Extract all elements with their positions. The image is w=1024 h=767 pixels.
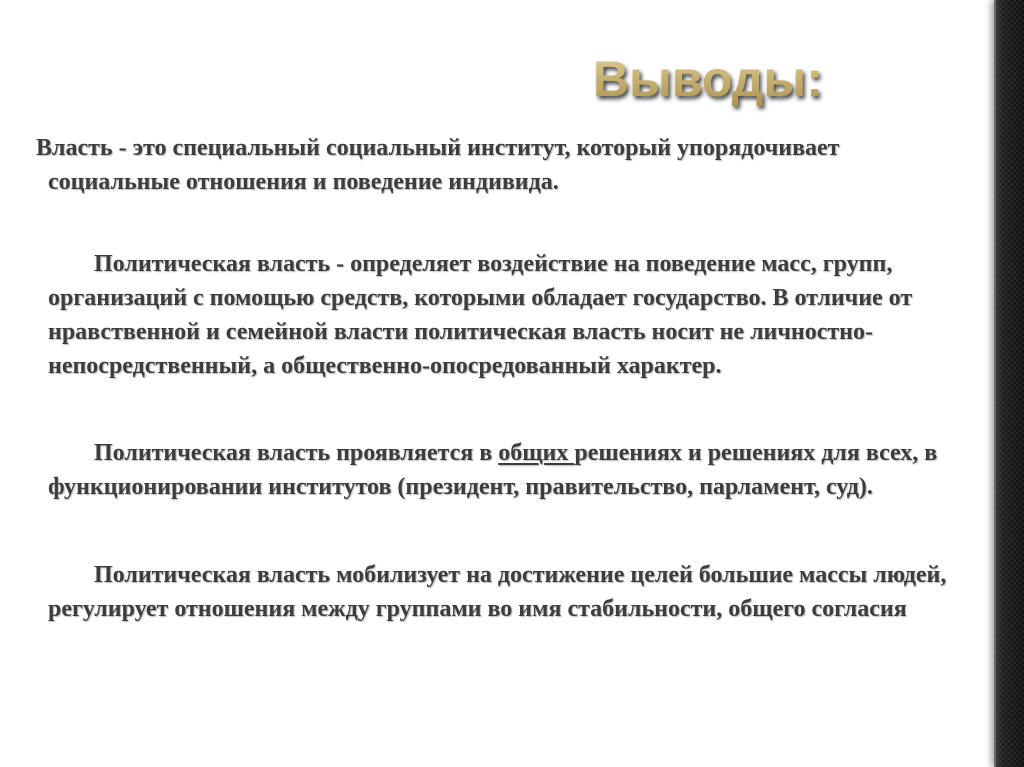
decorative-carbon-frame (994, 0, 1024, 767)
paragraph-text-part: решениях и решениях для всех, в функционировании институтов (президент, правительство, парламент, суд). (48, 440, 938, 500)
paragraph-power-definition: Власть - это специальный социальный институт, который упорядочивает социальные отношения и поведение индивида. (36, 135, 840, 195)
paragraph-political-power-decisions (30, 436, 965, 504)
slide-body (30, 131, 965, 626)
underlined-word: общих (498, 440, 575, 466)
paragraph-political-power-influence: Политическая власть - определяет воздействие на поведение масс, групп, организаций с помощью средств, которыми обладает государство. В отличие от нравственной и семейной власти политическая власть носит не личностно-непосредственный, а общественно-опосредованный характер. (48, 251, 913, 379)
paragraph-text-part: Политическая власть проявляется в (94, 440, 499, 466)
paragraph-political-power-mobilization: Политическая власть мобилизует на достижение целей большие массы людей, регулирует отношения между группами во имя стабильности, общего согласия (48, 562, 947, 622)
slide-title: Выводы: (593, 48, 823, 110)
